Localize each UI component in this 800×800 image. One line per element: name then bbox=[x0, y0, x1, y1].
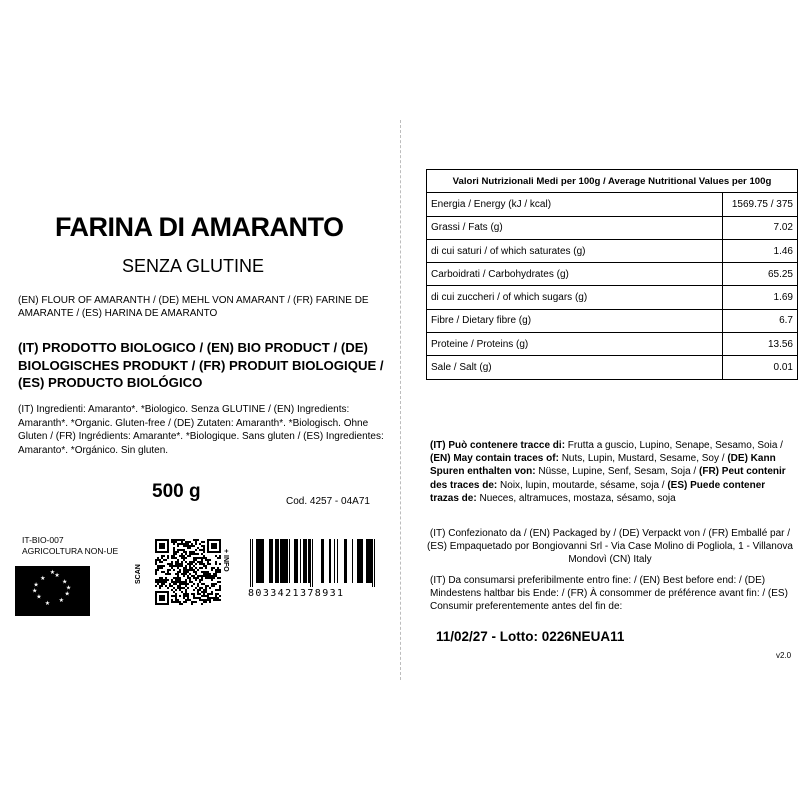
info-label: + INFO bbox=[222, 549, 229, 572]
center-divider bbox=[400, 120, 401, 680]
product-translations: (EN) FLOUR OF AMARANTH / (DE) MEHL VON AMARANT / (FR) FARINE DE AMARANTE / (ES) HARINA DE AMARANTO bbox=[18, 295, 369, 319]
allergen-text-it: Frutta a guscio, Lupino, Senape, Sesamo, Soia / bbox=[565, 440, 783, 451]
star-icon: ★ bbox=[44, 599, 51, 607]
nutrient-value: 0.01 bbox=[723, 356, 798, 379]
allergen-heading-en: (EN) May contain traces of: bbox=[430, 453, 559, 465]
star-icon: ★ bbox=[49, 569, 56, 576]
version-label: v2.0 bbox=[776, 651, 792, 660]
allergen-heading-fr: (FR) Peut contenir des traces de: bbox=[430, 466, 786, 491]
star-icon: ★ bbox=[40, 575, 46, 583]
table-row bbox=[427, 216, 798, 239]
nutrient-label: Grassi / Fats (g) bbox=[427, 216, 723, 239]
nutrient-label: Energia / Energy (kJ / kcal) bbox=[427, 193, 723, 216]
nutrient-label: Sale / Salt (g) bbox=[427, 356, 723, 379]
product-subtitle: SENZA GLUTINE bbox=[122, 256, 265, 276]
cert-origin: AGRICOLTURA NON-UE bbox=[22, 546, 119, 556]
allergen-text-fr: Noix, lupin, moutarde, sésame, soja / bbox=[497, 479, 668, 491]
nutrient-label: Carboidrati / Carbohydrates (g) bbox=[427, 263, 723, 286]
table-row bbox=[427, 286, 798, 309]
star-icon: ★ bbox=[64, 590, 70, 598]
cert-code: IT-BIO-007 bbox=[22, 535, 64, 545]
product-title: FARINA DI AMARANTO bbox=[55, 212, 344, 242]
allergen-text-de: Nüsse, Lupine, Senf, Sesam, Soja / bbox=[535, 466, 699, 478]
nutrient-label: Proteine / Proteins (g) bbox=[427, 333, 723, 356]
table-row bbox=[427, 333, 798, 356]
star-icon: ★ bbox=[58, 596, 64, 604]
table-row bbox=[427, 309, 798, 332]
qr-code[interactable] bbox=[155, 539, 221, 605]
ingredients-text: (IT) Ingredienti: Amaranto*. *Biologico. Senza GLUTINE / (EN) Ingredients: Amaranth*. *Organic. Gluten-free / (DE) Zutaten: Amaranth*. *Biologisch. Ohne Gluten / (FR) Ingrédients: Amarante*. *Biologique. Sans gluten / (ES) Ingredientes: Amaranto*. *Orgánico. Sin gluten. bbox=[18, 404, 384, 456]
nutrient-value: 1569.75 / 375 bbox=[723, 193, 798, 216]
scan-label: SCAN bbox=[135, 564, 142, 584]
organic-statement: (IT) PRODOTTO BIOLOGICO / (EN) BIO PRODUCT / (DE) BIOLOGISCHES PRODUKT / (FR) PRODUIT BIOLOGIQUE / (ES) PRODUCTO BIOLÓGICO bbox=[18, 340, 384, 390]
nutrient-value: 65.25 bbox=[723, 263, 798, 286]
nutrient-value: 6.7 bbox=[723, 309, 798, 332]
nutrition-header-row bbox=[427, 170, 798, 193]
nutrient-value: 13.56 bbox=[723, 333, 798, 356]
star-icon: ★ bbox=[36, 593, 42, 601]
nutrient-label: Fibre / Dietary fibre (g) bbox=[427, 309, 723, 332]
best-before-text: (IT) Da consumarsi preferibilmente entro fine: / (EN) Best before end: / (DE) Mindestens haltbar bis Ende: / (FR) À consommer de préférence avant fin: / (ES) Consumir preferentemente antes del fin de: bbox=[430, 575, 788, 613]
allergen-heading-it: (IT) Può contenere tracce di: bbox=[430, 440, 566, 451]
net-weight: 500 g bbox=[152, 481, 201, 502]
allergen-text-es: Nueces, altramuces, mostaza, sésamo, soja bbox=[476, 492, 676, 504]
nutrient-value: 7.02 bbox=[723, 216, 798, 239]
table-row bbox=[427, 239, 798, 262]
nutrient-value: 1.69 bbox=[723, 286, 798, 309]
allergen-heading-de: (DE) Kann Spuren enthalten von: bbox=[430, 453, 776, 478]
table-row bbox=[427, 193, 798, 216]
star-icon: ★ bbox=[62, 578, 68, 586]
star-icon: ★ bbox=[65, 584, 72, 592]
barcode-number: 8033421378931 bbox=[248, 588, 345, 599]
star-icon: ★ bbox=[31, 587, 38, 595]
star-icon: ★ bbox=[33, 581, 39, 589]
eu-organic-leaf-icon bbox=[15, 566, 90, 616]
allergen-text-en: Nuts, Lupin, Mustard, Sesame, Soy / bbox=[558, 453, 728, 465]
nutrition-header: Valori Nutrizionali Medi per 100g / Average Nutritional Values per 100g bbox=[427, 170, 798, 193]
nutrient-label: di cui zuccheri / of which sugars (g) bbox=[427, 286, 723, 309]
organic-certification bbox=[22, 535, 118, 557]
table-row bbox=[427, 263, 798, 286]
nutrient-value: 1.46 bbox=[723, 239, 798, 262]
product-code: Cod. 4257 - 04A71 bbox=[286, 496, 370, 507]
allergen-warning bbox=[430, 439, 792, 505]
table-row bbox=[427, 356, 798, 379]
barcode bbox=[248, 539, 378, 587]
nutrient-label: di cui saturi / of which saturates (g) bbox=[427, 239, 723, 262]
allergen-heading-es: (ES) Puede contener trazas de: bbox=[430, 479, 766, 504]
star-icon: ★ bbox=[54, 572, 60, 580]
packager-info: (IT) Confezionato da / (EN) Packaged by / (DE) Verpackt von / (FR) Emballé par / (ES) Empaquetado por Bongiovanni Srl - Via Case Molino di Pogliola, 1 - Villanova Mondovì (CN) Italy bbox=[427, 528, 793, 566]
expiry-lot: 11/02/27 - Lotto: 0226NEUA11 bbox=[436, 629, 625, 644]
nutrition-table bbox=[426, 169, 798, 380]
